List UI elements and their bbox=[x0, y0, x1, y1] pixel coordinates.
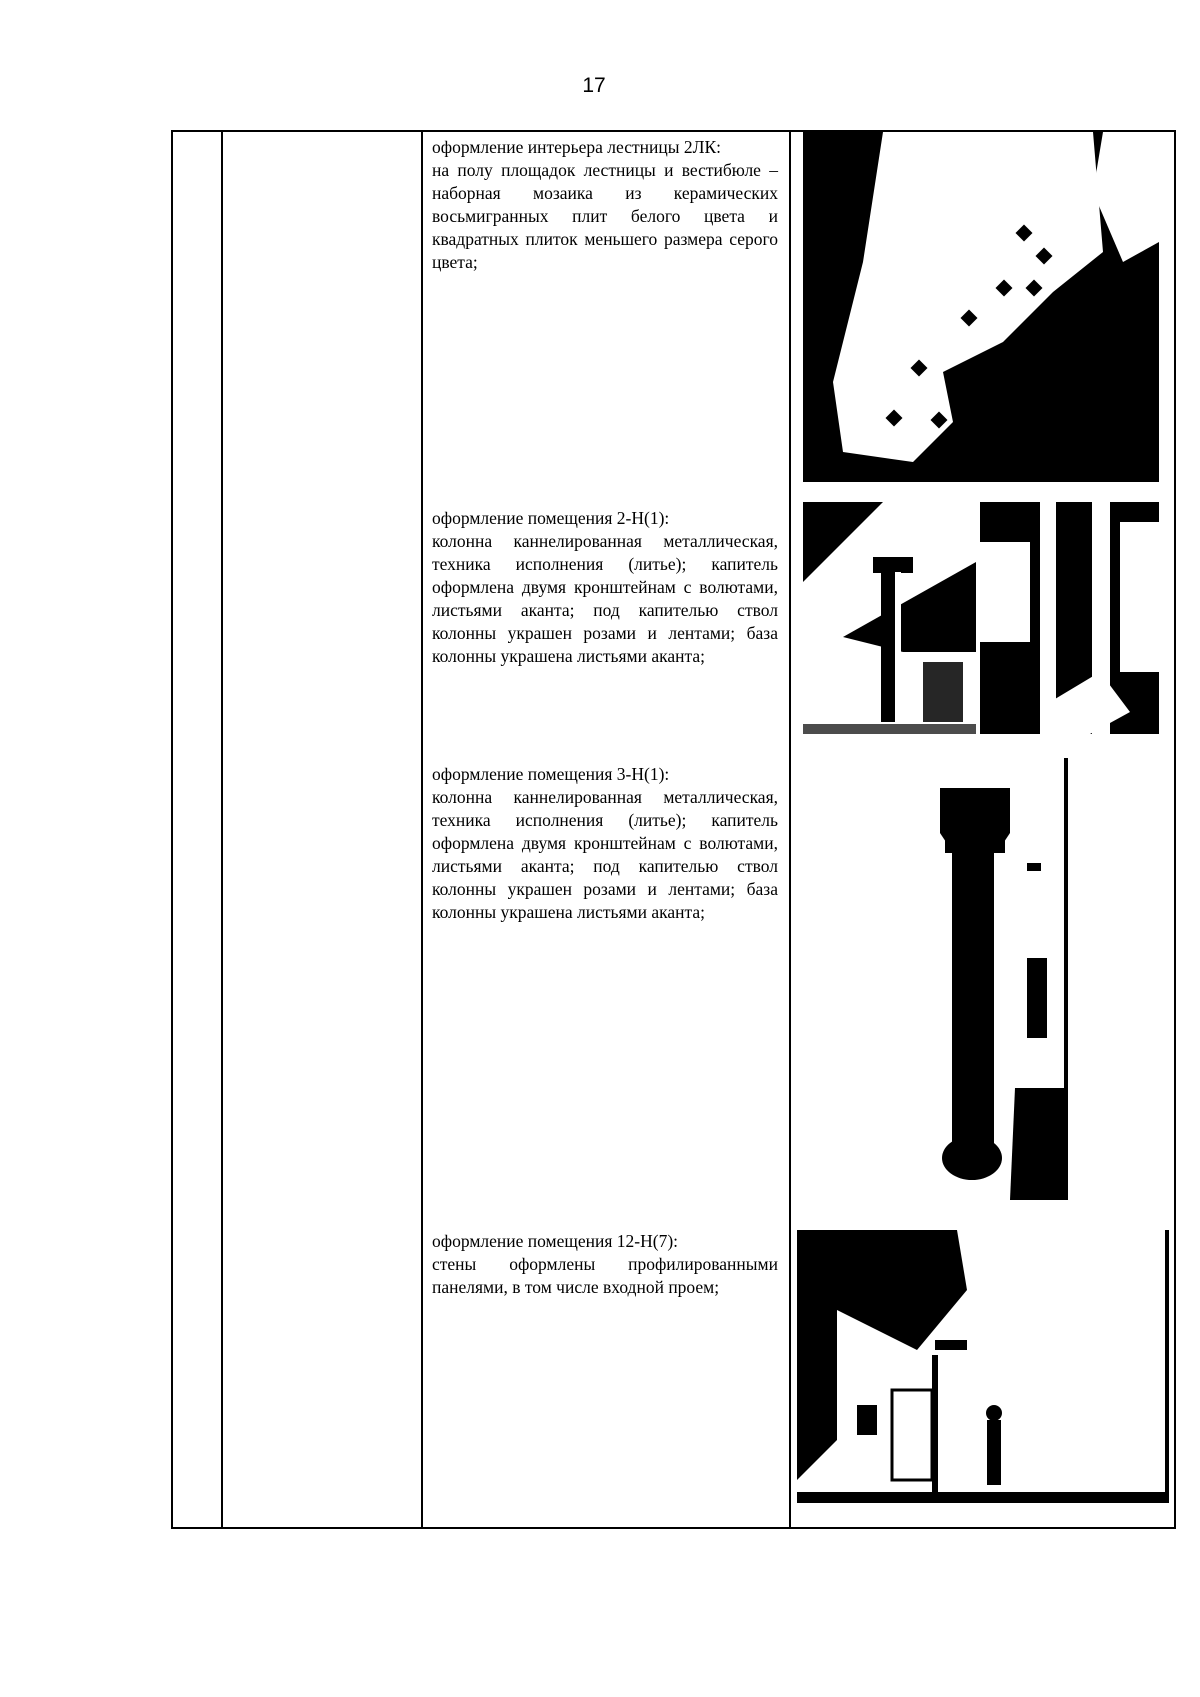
section-body: колонна каннелированная металлическая, техника исполнения (литье); капитель оформлена двумя кронштейнам с волютами, листьями аканта; под капителью ствол колонны украшен розами и лентами; база колонны украшена листьями аканта; bbox=[432, 787, 778, 922]
section-body: на полу площадок лестницы и вестибюле – наборная мозаика из керамических восьмигранных плит белого цвета и квадратных плиток меньшего размера серого цвета; bbox=[432, 160, 778, 272]
table-border-bottom bbox=[171, 1527, 1176, 1529]
photo-room-2-column-left bbox=[803, 502, 976, 734]
table-border-left bbox=[171, 131, 173, 1529]
section-room-3-n1 bbox=[432, 763, 778, 924]
section-title: оформление помещения 12-Н(7): bbox=[432, 1231, 679, 1251]
section-body: стены оформлены профилированными панелями, в том числе входной проем; bbox=[432, 1254, 778, 1297]
section-body: колонна каннелированная металлическая, техника исполнения (литье); капитель оформлена двумя кронштейнам с волютами, листьями аканта; под капителью ствол колонны украшен розами и лентами; база колонны украшена листьями аканта; bbox=[432, 531, 778, 666]
section-staircase-2lk bbox=[432, 136, 778, 274]
section-room-12-n7 bbox=[432, 1230, 778, 1299]
photo-room-2-column-right bbox=[980, 502, 1159, 734]
section-title: оформление помещения 2-Н(1): bbox=[432, 508, 670, 528]
section-title: оформление помещения 3-Н(1): bbox=[432, 764, 670, 784]
photo-staircase-mosaic bbox=[803, 132, 1159, 482]
table-column-divider-2 bbox=[421, 131, 423, 1529]
table-column-divider-1 bbox=[221, 131, 223, 1529]
photo-room-12-panels bbox=[797, 1230, 1169, 1503]
table-column-divider-3 bbox=[789, 131, 791, 1529]
photo-room-3-column bbox=[890, 758, 1068, 1200]
section-title: оформление интерьера лестницы 2ЛК: bbox=[432, 137, 722, 157]
table-border-right bbox=[1174, 131, 1176, 1529]
section-room-2-n1 bbox=[432, 507, 778, 668]
page-number: 17 bbox=[582, 74, 606, 97]
